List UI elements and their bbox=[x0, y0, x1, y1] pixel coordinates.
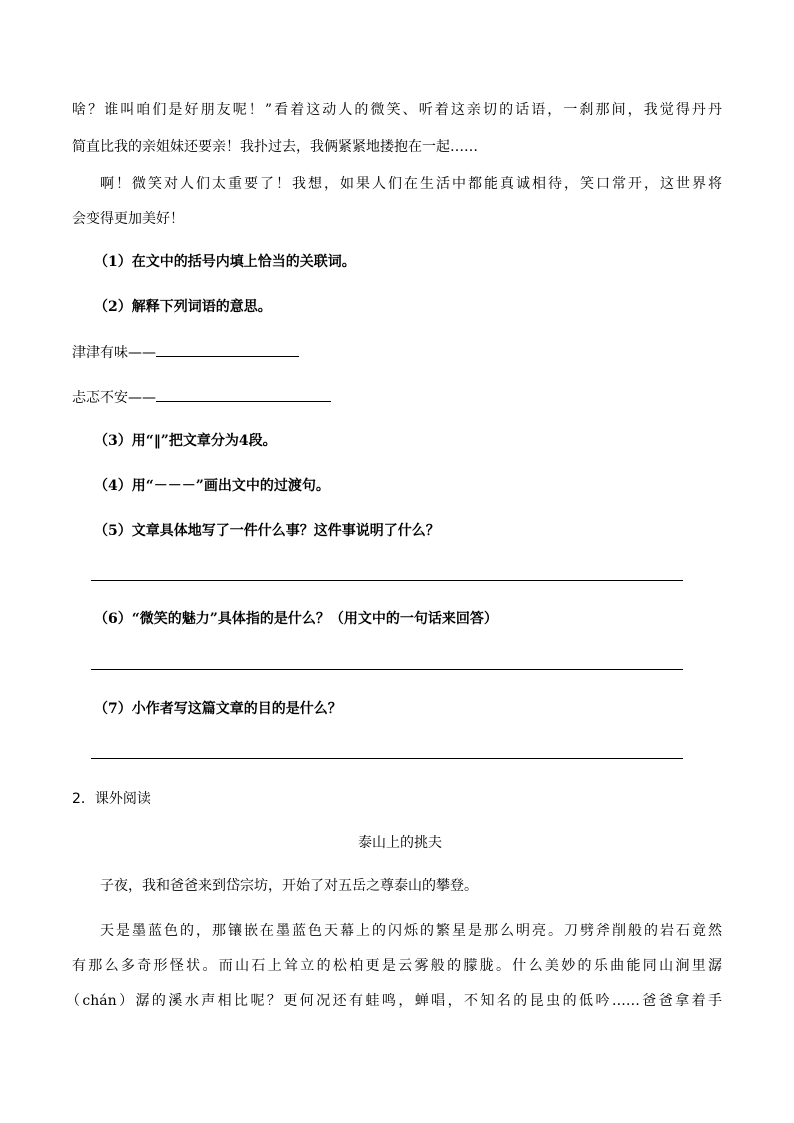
question-5: （5）文章具体地写了一件什么事？这件事说明了什么？ bbox=[94, 523, 440, 539]
passage-line-4: 会变得更加美好！ bbox=[72, 211, 184, 227]
question-6-answer-line[interactable] bbox=[91, 669, 683, 670]
question-7: （7）小作者写这篇文章的目的是什么？ bbox=[94, 701, 342, 717]
article-paragraph-2-line-1: 天是墨蓝色的，那镶嵌在墨蓝色天幕上的闪烁的繁星是那么明亮。刀劈斧削般的岩石竟然 bbox=[100, 923, 722, 939]
question-7-answer-line[interactable] bbox=[91, 758, 683, 759]
word-2-label: 忐忑不安—— bbox=[72, 390, 156, 406]
article-paragraph-2-line-2: 有那么多奇形怪状。而山石上耸立的松柏更是云雾般的朦胧。什么美妙的乐曲能同山涧里潺 bbox=[72, 958, 722, 974]
word-2-answer-blank[interactable] bbox=[156, 387, 331, 402]
question-2: （2）解释下列词语的意思。 bbox=[94, 299, 272, 315]
section-2-heading: 2．课外阅读 bbox=[72, 791, 151, 807]
word-1-answer-blank[interactable] bbox=[156, 342, 299, 357]
question-4: （4）用“－－－”画出文中的过渡句。 bbox=[94, 478, 330, 494]
article-title: 泰山上的挑夫 bbox=[358, 835, 442, 851]
question-3: （3）用“‖”把文章分为4段。 bbox=[94, 433, 277, 449]
question-1: （1）在文中的括号内填上恰当的关联词。 bbox=[94, 254, 356, 270]
word-1-label: 津津有味—— bbox=[72, 345, 156, 361]
question-5-answer-line[interactable] bbox=[91, 580, 683, 581]
word-definition-2 bbox=[72, 387, 331, 408]
article-paragraph-2-line-3: （chán）潺的溪水声相比呢？更何况还有蛙鸣，蝉唱，不知名的昆虫的低吟……爸爸拿着手 bbox=[66, 993, 722, 1009]
passage-line-3: 啊！微笑对人们太重要了！我想，如果人们在生活中都能真诚相待，笑口常开，这世界将 bbox=[100, 176, 722, 192]
passage-line-2: 简直比我的亲姐妹还要亲！我扑过去，我俩紧紧地搂抱在一起…… bbox=[72, 139, 478, 155]
question-6: （6）“微笑的魅力”具体指的是什么？（用文中的一句话来回答） bbox=[94, 611, 498, 627]
passage-line-1: 啥？谁叫咱们是好朋友呢！”看着这动人的微笑、听着这亲切的话语，一刹那间，我觉得丹丹 bbox=[72, 102, 722, 118]
article-paragraph-1: 子夜，我和爸爸来到岱宗坊，开始了对五岳之尊泰山的攀登。 bbox=[100, 878, 478, 894]
word-definition-1 bbox=[72, 342, 299, 363]
